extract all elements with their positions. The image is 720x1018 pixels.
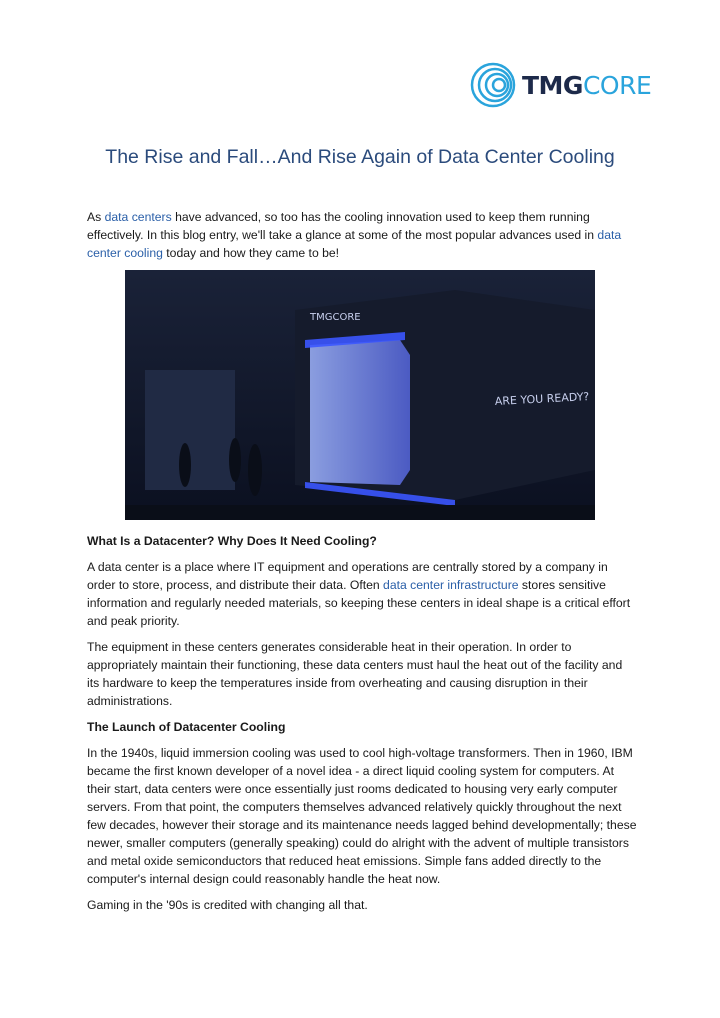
tmgcore-logo [470, 60, 651, 110]
intro-paragraph [87, 208, 637, 262]
s1p1-text-1: A data center is a place where IT equipment and operations are centrally stored by a company in order to store, process, and distribute their data. Often [87, 560, 608, 592]
section2-paragraph-2: Gaming in the '90s is credited with changing all that. [87, 898, 368, 912]
page-title: The Rise and Fall…And Rise Again of Data Center Cooling [105, 146, 615, 168]
intro-text-3: today and how they came to be! [162, 246, 340, 260]
section-heading-what-is: What Is a Datacenter? Why Does It Need Cooling? [87, 534, 377, 548]
intro-text-1: As [87, 210, 105, 224]
data-center-infrastructure-link[interactable]: data center infrastructure [383, 578, 519, 592]
booth-photo [125, 270, 595, 520]
logo-rings-icon [470, 62, 516, 108]
section1-paragraph-2: The equipment in these centers generates considerable heat in their operation. In order to appropriately maintain their functioning, these data centers must haul the heat out of the facility and its hardware to keep the temperatures inside from overheating and causing disruption in their administrations. [87, 640, 623, 708]
s1p1-text-2: stores sensitive information and regularly needed materials, so keeping these centers in ideal shape is a critical effort and peak priority. [87, 578, 631, 628]
section2-paragraph-1: In the 1940s, liquid immersion cooling was used to cool high-voltage transformers. Then in 1960, IBM became the first known developer of a novel idea - a direct liquid cooling system for computers. At their start, data centers were once essentially just rooms dedicated to housing very early computer servers. From that point, the computers themselves advanced relatively quickly throughout the next few decades, however their storage and its maintenance needs lagged behind developmentally; these newer, smaller computers (generally speaking) could do alright with the advent of multiple transistors and metal oxide semiconductors that reduced heat emissions. Simple fans added directly to the computer's internal design could reasonably handle the heat now. [87, 746, 637, 886]
logo-core-text: CORE [582, 70, 652, 100]
data-centers-link[interactable]: data centers [104, 210, 172, 224]
intro-text-2: have advanced, so too has the cooling innovation used to keep them running effectively. In this blog entry, we'll take a glance at some of the most popular advances used in [87, 210, 598, 242]
section-heading-launch: The Launch of Datacenter Cooling [87, 720, 286, 734]
logo-tmg-text: TMG [522, 70, 583, 100]
article-body [87, 208, 637, 922]
section1-paragraph-1 [87, 558, 637, 630]
logo-wordmark [522, 71, 651, 100]
booth-wall-text: ARE YOU READY? [494, 390, 590, 408]
data-center-cooling-link[interactable]: data center cooling [87, 228, 622, 260]
booth-sign-text: TMGCORE [310, 312, 361, 323]
